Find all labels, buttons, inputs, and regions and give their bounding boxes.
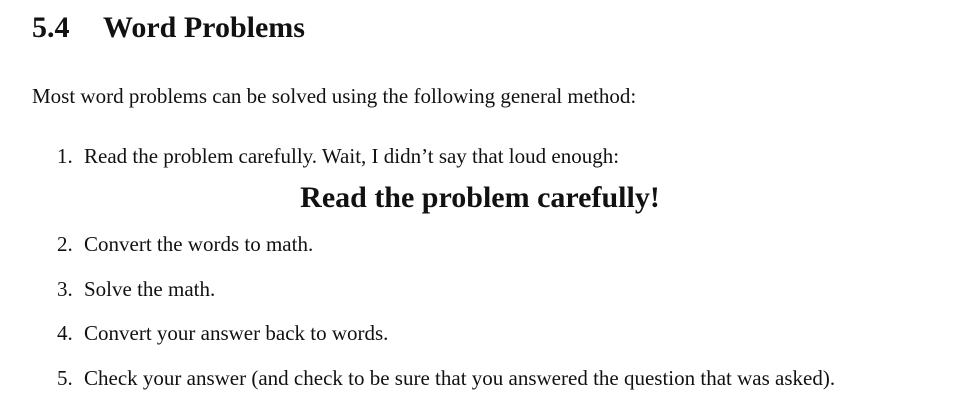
step-number: 3.	[57, 277, 73, 301]
step-1	[57, 140, 619, 172]
section-heading	[32, 8, 305, 48]
step-text: Convert the words to math.	[84, 232, 314, 256]
step-4	[57, 317, 388, 349]
step-3	[57, 273, 215, 305]
step-number: 1.	[57, 144, 73, 168]
step-text: Check your answer (and check to be sure that you answered the question that was asked).	[84, 366, 836, 390]
intro-paragraph: Most word problems can be solved using the following general method:	[32, 84, 637, 108]
step-text: Convert your answer back to words.	[84, 321, 389, 345]
section-number: 5.4	[32, 11, 70, 44]
step-text: Read the problem carefully. Wait, I didn’t say that loud enough:	[84, 144, 620, 168]
step-2	[57, 228, 313, 260]
section-title: Word Problems	[103, 11, 305, 44]
step-number: 2.	[57, 232, 73, 256]
step-number: 4.	[57, 321, 73, 345]
step-text: Solve the math.	[84, 277, 216, 301]
emphasis-callout: Read the problem carefully!	[300, 181, 660, 214]
step-number: 5.	[57, 366, 73, 390]
step-5	[57, 362, 835, 394]
